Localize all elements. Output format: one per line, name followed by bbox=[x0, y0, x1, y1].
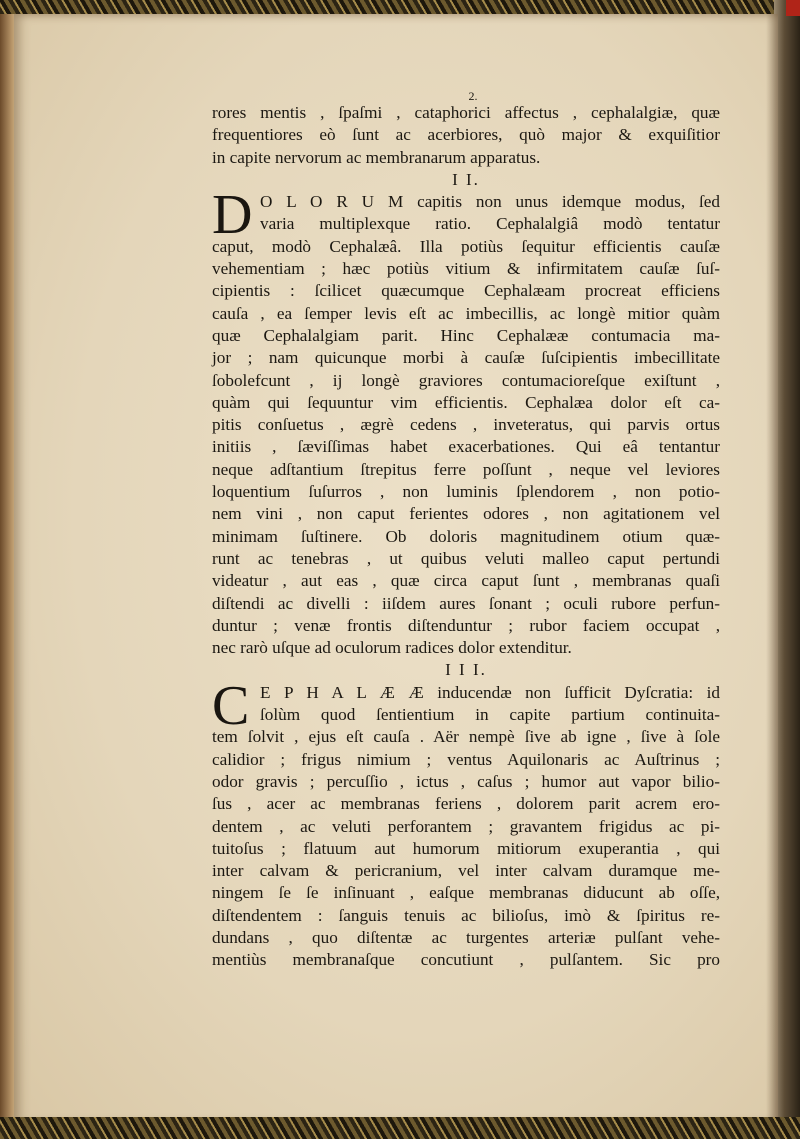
text-line: dentem , ac veluti perforantem ; gravantem frigidus ac pi- bbox=[212, 816, 720, 836]
text-line: cipientis : ſcilicet quæcumque Cephalæam procreat efficiens bbox=[212, 281, 720, 301]
text-line: tem ſolvit , ejus eſt cauſa . Aër nempè ſive ab igne , ſive à ſole bbox=[212, 727, 720, 747]
text-line: tuitoſus ; flatuum aut humorum mitiorum exuperantia , qui bbox=[212, 838, 720, 858]
text-line: jor ; nam quicunque morbi à cauſæ ſuſcipientis imbecillitate bbox=[212, 348, 720, 368]
text-line: ſus , acer ac membranas feriens , dolorem parit acrem ero- bbox=[212, 794, 720, 814]
text-line: videatur , aut eas , quæ circa caput ſunt , membranas quaſi bbox=[212, 571, 720, 591]
page-shadow bbox=[766, 14, 778, 1124]
drop-cap: D bbox=[212, 184, 253, 247]
section-heading-ii: I I. bbox=[452, 169, 480, 189]
text-line: diſtendentem : ſanguis tenuis ac bilioſus, imò & ſpiritus re- bbox=[212, 905, 720, 925]
text-line: mentiùs membranaſque concutiunt , pulſantem. Sic pro bbox=[212, 950, 720, 970]
text-line: caput, modò Cephalæâ. Illa potiùs ſequitur efficientis cauſæ bbox=[212, 236, 720, 256]
bookmark-tab bbox=[786, 0, 800, 16]
text-line: vehementiam ; hæc potiùs vitium & infirmitatem cauſæ ſuſ- bbox=[212, 259, 720, 279]
page-number: 2. bbox=[468, 89, 478, 103]
text-line: inter calvam & pericranium, vel inter calvam duramque me- bbox=[212, 861, 720, 881]
text-line: quàm qui ſequuntur vim efficientis. Cephalæa dolor eſt ca- bbox=[212, 392, 720, 412]
text-line: minimam ſuſtinere. Ob doloris magnitudinem otium quæ- bbox=[212, 526, 720, 546]
text-line: pitis conſuetus , ægrè cedens , inveteratus, qui parvis ortus bbox=[212, 415, 720, 435]
text-line: frequentiores eò ſunt ac acerbiores, quò major & exquiſitior bbox=[212, 125, 720, 145]
text-line: runt ac tenebras , ut quibus veluti malleo caput pertundi bbox=[212, 548, 720, 568]
section-iii-paragraph bbox=[212, 674, 720, 972]
text-line: odor gravis ; percuſſio , ictus , caſus ; humor aut vapor bilio- bbox=[212, 771, 720, 791]
text-line: neque adſtantium ſtrepitus ferre poſſunt , neque vel leviores bbox=[212, 459, 720, 479]
text-line: diſtendi ac divelli : iiſdem aures ſonant ; oculi rubore perfun- bbox=[212, 593, 720, 613]
text-line: in capite nervorum ac membranarum apparatus. bbox=[212, 147, 541, 167]
text-line: E P H A L Æ Æ inducendæ non ſufficit Dyſcratia: id bbox=[260, 682, 720, 702]
drop-cap: C bbox=[212, 674, 250, 737]
text-line: rores mentis , ſpaſmi , cataphorici affectus , cephalalgiæ, quæ bbox=[212, 103, 720, 122]
text-block bbox=[212, 88, 720, 972]
text-line: quæ Cephalalgiam parit. Hinc Cephalææ contumacia ma- bbox=[212, 325, 720, 345]
marbled-border-bottom bbox=[0, 1117, 800, 1139]
text-line: nec rarò uſque ad oculorum radices dolor extenditur. bbox=[212, 638, 572, 658]
text-line: cauſa , ea ſemper levis eſt ac imbecillis, ac longè mitior quàm bbox=[212, 303, 720, 323]
text-line: initiis , ſæviſſimas habet exacerbationes. Qui eâ tentantur bbox=[212, 437, 720, 457]
text-line: O L O R U M capitis non unus idemque modus, ſed bbox=[260, 192, 720, 212]
text-line: loquentium ſuſurros , non luminis ſplendorem , non potio- bbox=[212, 482, 720, 502]
text-line: ningem ſe ſe inſinuant , eaſque membranas diducunt ab oſſe, bbox=[212, 883, 720, 903]
section-ii-paragraph bbox=[212, 184, 720, 659]
section-heading-iii: I I I. bbox=[445, 660, 487, 680]
text-line: duntur ; venæ frontis diſtenduntur ; rubor faciem occupat , bbox=[212, 615, 720, 635]
text-line: calidior ; frigus nimium ; ventus Aquilonaris ac Auſtrinus ; bbox=[212, 749, 720, 769]
text-line: ſolùm quod ſentientium in capite partium continuita- bbox=[260, 705, 720, 725]
text-line: nem vini , non caput ferientes odores , non agitationem vel bbox=[212, 504, 720, 524]
intro-paragraph bbox=[212, 102, 720, 169]
text-line: dundans , quo diſtentæ ac turgentes arteriæ pulſant vehe- bbox=[212, 927, 720, 947]
text-line: varia multiplexque ratio. Cephalalgiâ modò tentatur bbox=[260, 214, 720, 234]
text-line: ſobolefcunt , ij longè graviores contumacioreſque exiſtunt , bbox=[212, 370, 720, 390]
